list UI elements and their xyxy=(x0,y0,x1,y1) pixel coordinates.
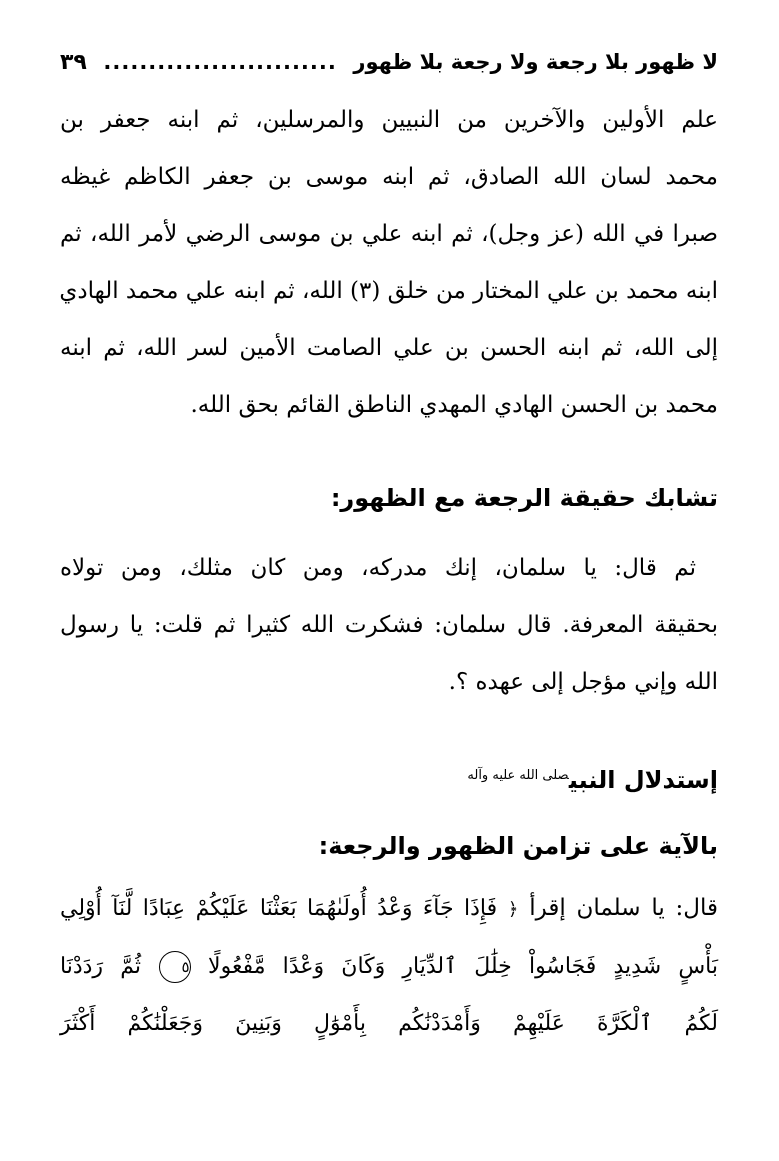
ayah-number-marker: ٥ xyxy=(159,951,191,983)
running-title: لا ظهور بلا رجعة ولا رجعة بلا ظهور xyxy=(353,50,718,74)
text-line xyxy=(60,995,718,1052)
text-line: صبرا في الله (عز وجل)، ثم ابنه علي بن موسى الرضي لأمر الله، ثم xyxy=(60,221,718,247)
verse-text: فَإِذَا جَآءَ وَعْدُ أُولَىٰهُمَا بَعَثْنَا عَلَيْكُمْ عِبَادًا لَّنَآ أُوْلِي xyxy=(60,896,498,921)
section-heading-prophet-inference xyxy=(60,756,718,800)
header-dot-leader: .......................... xyxy=(103,50,337,74)
document-page xyxy=(60,0,718,1161)
text-line: محمد لسان الله الصادق، ثم ابنه موسى بن جعفر الكاظم غيظه xyxy=(60,164,718,190)
text-line: علم الأولين والآخرين من النبيين والمرسلين، ثم ابنه جعفر بن xyxy=(60,107,718,133)
verse-text: ثُمَّ رَدَدْنَا xyxy=(60,954,142,979)
text-line: بحقيقة المعرفة. قال سلمان: فشكرت الله كثيرا ثم قلت: يا رسول xyxy=(60,612,718,638)
paragraph-salman xyxy=(60,540,718,711)
heading-text: إستدلال النبي xyxy=(568,766,718,794)
paragraph-lineage xyxy=(60,92,718,434)
verse-text: بَأْسٍ شَدِيدٍ فَجَاسُواْ خِلَٰلَ ٱلدِّيَارِ وَكَانَ وَعْدًا مَّفْعُولًا xyxy=(208,954,719,979)
text-line: محمد بن الحسن الهادي المهدي الناطق القائم بحق الله. xyxy=(190,392,718,418)
page-header xyxy=(60,42,718,82)
paragraph-quran xyxy=(60,880,718,1052)
section-heading-verse: بالآية على تزامن الظهور والرجعة: xyxy=(318,832,718,860)
text-line xyxy=(60,938,718,995)
honorific-ligature: صلى الله عليه وآله xyxy=(467,768,569,783)
page-number: ٣٩ xyxy=(60,49,87,75)
text-line: إلى الله، ثم ابنه الحسن بن علي الصامت الأمين لسر الله، ثم ابنه xyxy=(60,335,718,361)
text-line: الله وإني مؤجل إلى عهده ؟. xyxy=(448,669,718,695)
text-line: ثم قال: يا سلمان، إنك مدركه، ومن كان مثلك، ومن تولاه xyxy=(60,555,696,581)
section-heading-return-appearance: تشابك حقيقة الرجعة مع الظهور: xyxy=(330,484,718,512)
verse-text: لَكُمُ ٱلْكَرَّةَ عَلَيْهِمْ وَأَمْدَدْنَٰكُم بِأَمْوَٰلٍ وَبَنِينَ وَجَعَلْنَٰكُمْ أَكْثَرَ xyxy=(60,1011,718,1036)
text-line xyxy=(60,880,718,938)
quran-open-bracket: ﴿ xyxy=(507,899,519,920)
intro-text: قال: يا سلمان إقرأ xyxy=(529,895,718,921)
text-line: ابنه محمد بن علي المختار من خلق (٣) الله، ثم ابنه علي محمد الهادي xyxy=(59,278,718,304)
